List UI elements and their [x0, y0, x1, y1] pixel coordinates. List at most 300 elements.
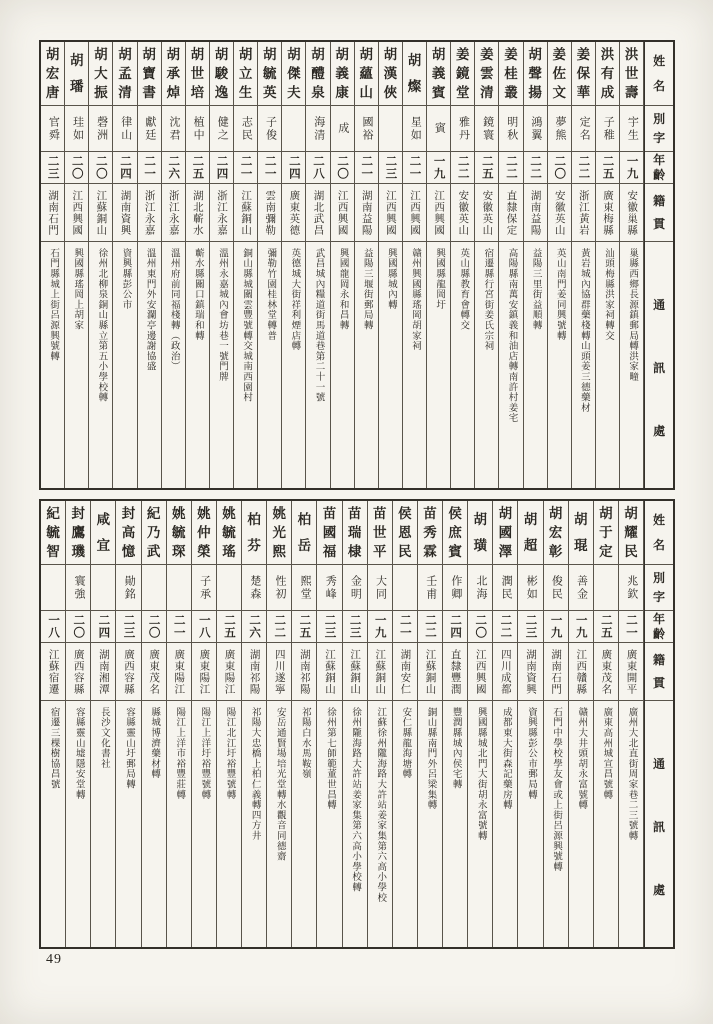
- address-cell: 縣城博濟藥材轉: [149, 707, 160, 780]
- directory-column: [317, 501, 342, 947]
- courtesy-name-cell: 植中: [186, 106, 209, 152]
- courtesy-name-cell: 秀峰: [317, 565, 341, 611]
- courtesy-name-cell: [217, 565, 241, 611]
- header-native-label: 籍 貫: [645, 184, 673, 242]
- directory-column: [162, 42, 186, 488]
- name-cell: 侯 庶 賓: [443, 501, 467, 565]
- courtesy-name-cell: [167, 565, 191, 611]
- directory-column: [620, 42, 644, 488]
- address-cell: 巢縣西鄉長源鎮郵局轉洪家疃: [627, 248, 638, 382]
- courtesy-name-cell: 鴻翼: [524, 106, 547, 152]
- native-place-cell: 雲南彌勒: [258, 184, 281, 242]
- address-cell: 興國縣城北門大街胡永富號轉: [475, 707, 486, 841]
- directory-column: [343, 501, 368, 947]
- native-place-cell: 廣西容縣: [116, 643, 140, 701]
- age-cell: 二五: [292, 611, 316, 643]
- courtesy-name-cell: 宇生: [620, 106, 643, 152]
- address-cell: 祁陽大忠橋上柏仁義轉四方井: [249, 707, 260, 841]
- native-place-cell: 湖南石門: [544, 643, 568, 701]
- address-cell: 成都東大街森記藥房轉: [500, 707, 511, 810]
- directory-column: [89, 42, 113, 488]
- name-cell: 胡 孟 清: [113, 42, 136, 106]
- name-cell: 胡 駿 逸: [210, 42, 233, 106]
- address-cell: 陽江北江圩裕豐號轉: [224, 707, 235, 800]
- directory-column: [368, 501, 393, 947]
- address-cell: 英德城大街祥利煙店轉: [289, 248, 300, 351]
- courtesy-name-cell: 性初: [267, 565, 291, 611]
- address-cell: 彌勒竹園桂林堂轉普: [265, 248, 276, 341]
- name-cell: 咸 宜: [91, 501, 115, 565]
- age-cell: 一九: [427, 152, 450, 184]
- directory-column: [619, 501, 644, 947]
- native-place-cell: 直隸豐潤: [443, 643, 467, 701]
- native-place-cell: 江蘇銅山: [418, 643, 442, 701]
- directory-column: [234, 42, 258, 488]
- courtesy-name-cell: 子稚: [596, 106, 619, 152]
- age-cell: 一九: [368, 611, 392, 643]
- directory-column: [66, 501, 91, 947]
- name-cell: 胡 承 焯: [162, 42, 185, 106]
- courtesy-name-cell: 夢熊: [548, 106, 571, 152]
- name-cell: 苗 國 福: [317, 501, 341, 565]
- name-cell: 胡 超: [518, 501, 542, 565]
- courtesy-name-cell: [142, 565, 166, 611]
- address-cell: 武昌城內糧道街馬道巷第二十一號: [313, 248, 324, 403]
- courtesy-name-cell: 大同: [368, 565, 392, 611]
- name-cell: 胡 立 生: [234, 42, 257, 106]
- native-place-cell: 直隸保定: [499, 184, 522, 242]
- courtesy-name-cell: 定名: [572, 106, 595, 152]
- header-address-label: 通 訊 處: [645, 242, 673, 488]
- native-place-cell: 廣東陽江: [217, 643, 241, 701]
- address-cell: 徐州隴海路大許站姜家集第六高小學校轉: [350, 707, 361, 893]
- age-cell: 二一: [619, 611, 643, 643]
- name-cell: 洪 世 壽: [620, 42, 643, 106]
- address-cell: 石門縣城上街呂源興號轉: [48, 248, 59, 362]
- age-cell: 二一: [167, 611, 191, 643]
- age-cell: 二〇: [548, 152, 571, 184]
- age-cell: 二二: [499, 152, 522, 184]
- native-place-cell: 湖南石門: [41, 184, 64, 242]
- directory-column: [331, 42, 355, 488]
- age-cell: 二一: [403, 152, 426, 184]
- name-cell: 胡 毓 英: [258, 42, 281, 106]
- courtesy-name-cell: [379, 106, 402, 152]
- native-place-cell: 湖南安仁: [393, 643, 417, 701]
- age-cell: 二八: [306, 152, 329, 184]
- native-place-cell: 江蘇銅山: [368, 643, 392, 701]
- native-place-cell: 廣東茂名: [142, 643, 166, 701]
- header-address-label: 通 訊 處: [645, 701, 673, 947]
- name-cell: 封 高 憶: [116, 501, 140, 565]
- native-place-cell: 江蘇銅山: [89, 184, 112, 242]
- age-cell: 二三: [343, 611, 367, 643]
- address-cell: 祁陽白水馬鞍嶺: [299, 707, 310, 780]
- address-cell: 興國龍岡永和昌轉: [337, 248, 348, 331]
- courtesy-name-cell: [393, 565, 417, 611]
- directory-column: [524, 42, 548, 488]
- native-place-cell: 湖南祁陽: [242, 643, 266, 701]
- name-cell: 紀 毓 智: [41, 501, 65, 565]
- native-place-cell: 江西興國: [403, 184, 426, 242]
- native-place-cell: 四川遂寧: [267, 643, 291, 701]
- name-cell: 胡 蘊 山: [355, 42, 378, 106]
- age-cell: 二五: [594, 611, 618, 643]
- courtesy-name-cell: 子承: [192, 565, 216, 611]
- courtesy-name-cell: 北海: [468, 565, 492, 611]
- name-cell: 苗 世 平: [368, 501, 392, 565]
- address-cell: 益陽三里街益順轉: [530, 248, 541, 331]
- directory-column: [142, 501, 167, 947]
- directory-column: [499, 42, 523, 488]
- courtesy-name-cell: 獻廷: [138, 106, 161, 152]
- address-cell: 安岳通賢場培光堂轉水觀音同德齋: [274, 707, 285, 862]
- age-cell: 二〇: [142, 611, 166, 643]
- native-place-cell: 江西興國: [468, 643, 492, 701]
- directory-column: [186, 42, 210, 488]
- courtesy-name-cell: 志民: [234, 106, 257, 152]
- native-place-cell: 湖北蘄水: [186, 184, 209, 242]
- address-cell: 徐州北柳泉銅山縣立第五小學校轉: [96, 248, 107, 403]
- native-place-cell: 廣東梅縣: [596, 184, 619, 242]
- header-courtesy-label: 別 字: [645, 565, 673, 611]
- directory-column: [594, 501, 619, 947]
- age-cell: 一九: [620, 152, 643, 184]
- courtesy-name-cell: 律山: [113, 106, 136, 152]
- address-cell: 安仁縣龍海塘轉: [400, 707, 411, 780]
- courtesy-name-cell: [282, 106, 305, 152]
- directory-column: [91, 501, 116, 947]
- age-cell: 二二: [418, 611, 442, 643]
- age-cell: 二一: [258, 152, 281, 184]
- native-place-cell: 廣東英德: [282, 184, 305, 242]
- address-cell: 陽江上洋圩裕豐號轉: [199, 707, 210, 800]
- courtesy-name-cell: 作卿: [443, 565, 467, 611]
- header-age-label: 年 齡: [645, 611, 673, 643]
- native-place-cell: 湖南資興: [113, 184, 136, 242]
- courtesy-name-cell: 兆欽: [619, 565, 643, 611]
- address-cell: 興國縣城內轉: [385, 248, 396, 310]
- native-place-cell: 四川成都: [493, 643, 517, 701]
- age-cell: 二四: [443, 611, 467, 643]
- name-cell: 姚 仲 榮: [192, 501, 216, 565]
- native-place-cell: 廣西容縣: [66, 643, 90, 701]
- age-cell: 一八: [192, 611, 216, 643]
- header-courtesy-label: 別 字: [645, 106, 673, 152]
- native-place-cell: 湖南湘潭: [91, 643, 115, 701]
- header-name-label: 姓 名: [645, 42, 673, 106]
- age-cell: 二二: [493, 611, 517, 643]
- age-cell: 一九: [544, 611, 568, 643]
- directory-column: [569, 501, 594, 947]
- native-place-cell: 江蘇銅山: [234, 184, 257, 242]
- directory-column: [379, 42, 403, 488]
- directory-column: [306, 42, 330, 488]
- age-cell: 二六: [162, 152, 185, 184]
- age-cell: 二四: [282, 152, 305, 184]
- address-cell: 英山南門姜同興號轉: [554, 248, 565, 341]
- header-native-label: 籍 貫: [645, 643, 673, 701]
- age-cell: 二三: [41, 152, 64, 184]
- age-cell: 一八: [41, 611, 65, 643]
- address-cell: 長沙文化書社: [98, 707, 109, 769]
- courtesy-name-cell: 俊民: [544, 565, 568, 611]
- directory-column: [548, 42, 572, 488]
- courtesy-name-cell: 星如: [403, 106, 426, 152]
- address-cell: 溫州永嘉城內會坊巷一號門牌: [216, 248, 227, 382]
- name-cell: 姜 佐 文: [548, 42, 571, 106]
- name-cell: 胡 世 培: [186, 42, 209, 106]
- age-cell: 二五: [475, 152, 498, 184]
- header-age-label: 年 齡: [645, 152, 673, 184]
- native-place-cell: 安徽英山: [475, 184, 498, 242]
- name-cell: 胡 于 定: [594, 501, 618, 565]
- age-cell: 二二: [572, 152, 595, 184]
- name-cell: 胡 宏 彰: [544, 501, 568, 565]
- address-cell: 資興縣彭公市郵局轉: [525, 707, 536, 800]
- age-cell: 二〇: [468, 611, 492, 643]
- name-cell: 胡 醴 泉: [306, 42, 329, 106]
- name-cell: 姜 雲 清: [475, 42, 498, 106]
- directory-column: [192, 501, 217, 947]
- directory-column: [41, 501, 66, 947]
- address-cell: 廣東高州城宣昌號轉: [601, 707, 612, 800]
- directory-column: [167, 501, 192, 947]
- courtesy-name-cell: 健之: [210, 106, 233, 152]
- directory-column: [418, 501, 443, 947]
- name-cell: 紀 乃 武: [142, 501, 166, 565]
- age-cell: 二五: [217, 611, 241, 643]
- name-cell: 胡 聲 揚: [524, 42, 547, 106]
- directory-table-lower: [39, 499, 675, 949]
- name-cell: 苗 瑞 棣: [343, 501, 367, 565]
- name-cell: 柏 芬: [242, 501, 266, 565]
- address-cell: 蘄水縣關口鎮瑞和轉: [192, 248, 203, 341]
- age-cell: 二二: [451, 152, 474, 184]
- name-cell: 侯 恩 民: [393, 501, 417, 565]
- native-place-cell: 湖南資興: [518, 643, 542, 701]
- native-place-cell: 湖南益陽: [524, 184, 547, 242]
- directory-column: [403, 42, 427, 488]
- directory-column: [210, 42, 234, 488]
- directory-sheet: [39, 40, 675, 949]
- native-place-cell: 廣東陽江: [192, 643, 216, 701]
- directory-column: [493, 501, 518, 947]
- address-cell: 溫州東門外安瀾亭邊謝協盛: [144, 248, 155, 372]
- native-place-cell: 安徽巢縣: [620, 184, 643, 242]
- name-cell: 柏 岳: [292, 501, 316, 565]
- native-place-cell: 江西興國: [331, 184, 354, 242]
- name-cell: 胡 燦: [403, 42, 426, 106]
- directory-column: [468, 501, 493, 947]
- native-place-cell: 江西贛縣: [569, 643, 593, 701]
- name-cell: 洪 有 成: [596, 42, 619, 106]
- address-cell: 容縣靈山墟隱安堂轉: [73, 707, 84, 800]
- courtesy-name-cell: 寰強: [66, 565, 90, 611]
- age-cell: 二四: [210, 152, 233, 184]
- directory-table-upper: [39, 40, 675, 490]
- directory-column: [292, 501, 317, 947]
- courtesy-name-cell: 潤民: [493, 565, 517, 611]
- courtesy-name-cell: 鏡寰: [475, 106, 498, 152]
- native-place-cell: 浙江永嘉: [162, 184, 185, 242]
- native-place-cell: 浙江永嘉: [138, 184, 161, 242]
- page-number: 49: [46, 952, 62, 967]
- name-cell: 姚 光 熙: [267, 501, 291, 565]
- native-place-cell: 廣東開平: [619, 643, 643, 701]
- native-place-cell: 湖南祁陽: [292, 643, 316, 701]
- age-cell: 二一: [234, 152, 257, 184]
- address-cell: 陽江上洋市裕豐莊轉: [174, 707, 185, 800]
- age-cell: 一九: [569, 611, 593, 643]
- age-cell: 二三: [317, 611, 341, 643]
- address-cell: 汕頭梅縣洪家祠轉交: [602, 248, 613, 341]
- native-place-cell: 浙江黃岩: [572, 184, 595, 242]
- name-cell: 胡 耀 民: [619, 501, 643, 565]
- courtesy-name-cell: 熙堂: [292, 565, 316, 611]
- age-cell: 二六: [242, 611, 266, 643]
- native-place-cell: 江蘇銅山: [343, 643, 367, 701]
- directory-column: [596, 42, 620, 488]
- directory-column: [116, 501, 141, 947]
- age-cell: 二一: [138, 152, 161, 184]
- address-cell: 廣州大北直街周家巷二三號轉: [626, 707, 637, 841]
- age-cell: 二三: [116, 611, 140, 643]
- address-cell: 豐潤縣城內侯宅轉: [450, 707, 461, 790]
- address-cell: 贛州大井頭胡永富號轉: [576, 707, 587, 810]
- age-cell: 二一: [393, 611, 417, 643]
- address-cell: 英山縣教育會轉交: [458, 248, 469, 331]
- name-cell: 胡 義 康: [331, 42, 354, 106]
- native-place-cell: 安徽英山: [451, 184, 474, 242]
- courtesy-name-cell: 彬如: [518, 565, 542, 611]
- name-cell: 苗 秀 霖: [418, 501, 442, 565]
- courtesy-name-cell: 沈君: [162, 106, 185, 152]
- age-cell: 二二: [524, 152, 547, 184]
- name-cell: 姜 桂 叢: [499, 42, 522, 106]
- native-place-cell: 湖北武昌: [306, 184, 329, 242]
- directory-column: [393, 501, 418, 947]
- native-place-cell: 安徽英山: [548, 184, 571, 242]
- courtesy-name-cell: 國裕: [355, 106, 378, 152]
- courtesy-name-cell: 勛銘: [116, 565, 140, 611]
- directory-column: [427, 42, 451, 488]
- courtesy-name-cell: [91, 565, 115, 611]
- directory-column: [258, 42, 282, 488]
- directory-column: [355, 42, 379, 488]
- courtesy-name-cell: [594, 565, 618, 611]
- courtesy-name-cell: 壬甫: [418, 565, 442, 611]
- native-place-cell: 江蘇宿遷: [41, 643, 65, 701]
- courtesy-name-cell: 珪如: [65, 106, 88, 152]
- directory-column: [65, 42, 89, 488]
- header-name-label: 姓 名: [645, 501, 673, 565]
- directory-column: [113, 42, 137, 488]
- age-cell: 二三: [518, 611, 542, 643]
- directory-column: [138, 42, 162, 488]
- courtesy-name-cell: 賓: [427, 106, 450, 152]
- address-cell: 高陽縣南萬安鎮義和油店轉南許村姜宅: [506, 248, 517, 424]
- name-cell: 胡 璜: [468, 501, 492, 565]
- age-cell: 二三: [379, 152, 402, 184]
- native-place-cell: 江蘇銅山: [317, 643, 341, 701]
- column-headers: [644, 501, 673, 947]
- name-cell: 胡 義 賓: [427, 42, 450, 106]
- directory-column: [267, 501, 292, 947]
- name-cell: 胡 琨: [569, 501, 593, 565]
- native-place-cell: 廣東茂名: [594, 643, 618, 701]
- name-cell: 胡 璠: [65, 42, 88, 106]
- address-cell: 宿遷三棵樹協昌號: [48, 707, 59, 790]
- directory-column: [41, 42, 65, 488]
- age-cell: 二〇: [65, 152, 88, 184]
- directory-column: [282, 42, 306, 488]
- age-cell: 二〇: [331, 152, 354, 184]
- courtesy-name-cell: 官舜: [41, 106, 64, 152]
- age-cell: 二〇: [66, 611, 90, 643]
- address-cell: 石門中學校學友會或上街呂源興號轉: [551, 707, 562, 872]
- directory-column: [242, 501, 267, 947]
- column-headers: [644, 42, 673, 488]
- address-cell: 宿遷縣行宮街姜氏宗祠: [482, 248, 493, 351]
- name-cell: 胡 宏 唐: [41, 42, 64, 106]
- age-cell: 二四: [91, 611, 115, 643]
- address-cell: 江蘇徐州隴海路大許站姜家集第六高小學校: [375, 707, 386, 903]
- name-cell: 封 鷹 璣: [66, 501, 90, 565]
- address-cell: 資興縣彭公市: [120, 248, 131, 310]
- age-cell: 二四: [113, 152, 136, 184]
- age-cell: 二五: [186, 152, 209, 184]
- address-cell: 贛州興國縣瑤岡胡家祠: [409, 248, 420, 351]
- native-place-cell: 浙江永嘉: [210, 184, 233, 242]
- courtesy-name-cell: 磬洲: [89, 106, 112, 152]
- courtesy-name-cell: 成: [331, 106, 354, 152]
- courtesy-name-cell: 子俊: [258, 106, 281, 152]
- directory-column: [443, 501, 468, 947]
- native-place-cell: 湖南益陽: [355, 184, 378, 242]
- address-cell: 溫州府前同福棧轉（政治）: [168, 248, 179, 372]
- directory-column: [518, 501, 543, 947]
- directory-column: [475, 42, 499, 488]
- native-place-cell: 江西興國: [427, 184, 450, 242]
- name-cell: 胡 寶 書: [138, 42, 161, 106]
- address-cell: 興國縣瑤岡上胡家: [72, 248, 83, 331]
- native-place-cell: 廣東陽江: [167, 643, 191, 701]
- name-cell: 胡 大 振: [89, 42, 112, 106]
- name-cell: 姚 毓 瑤: [217, 501, 241, 565]
- address-cell: 銅山縣城關雲豐號轉交城南西園村: [241, 248, 252, 403]
- courtesy-name-cell: 善金: [569, 565, 593, 611]
- directory-column: [544, 501, 569, 947]
- age-cell: 二二: [267, 611, 291, 643]
- directory-column: [217, 501, 242, 947]
- name-cell: 姜 鏡 堂: [451, 42, 474, 106]
- name-cell: 姚 毓 琛: [167, 501, 191, 565]
- directory-column: [572, 42, 596, 488]
- address-cell: 徐州第七師範董世昌轉: [324, 707, 335, 810]
- native-place-cell: 江西興國: [65, 184, 88, 242]
- directory-column: [451, 42, 475, 488]
- age-cell: 二五: [596, 152, 619, 184]
- native-place-cell: 江西興國: [379, 184, 402, 242]
- age-cell: 二〇: [89, 152, 112, 184]
- name-cell: 姜 保 華: [572, 42, 595, 106]
- courtesy-name-cell: 明秋: [499, 106, 522, 152]
- courtesy-name-cell: 雅丹: [451, 106, 474, 152]
- age-cell: 二一: [355, 152, 378, 184]
- courtesy-name-cell: 金明: [343, 565, 367, 611]
- courtesy-name-cell: 楚森: [242, 565, 266, 611]
